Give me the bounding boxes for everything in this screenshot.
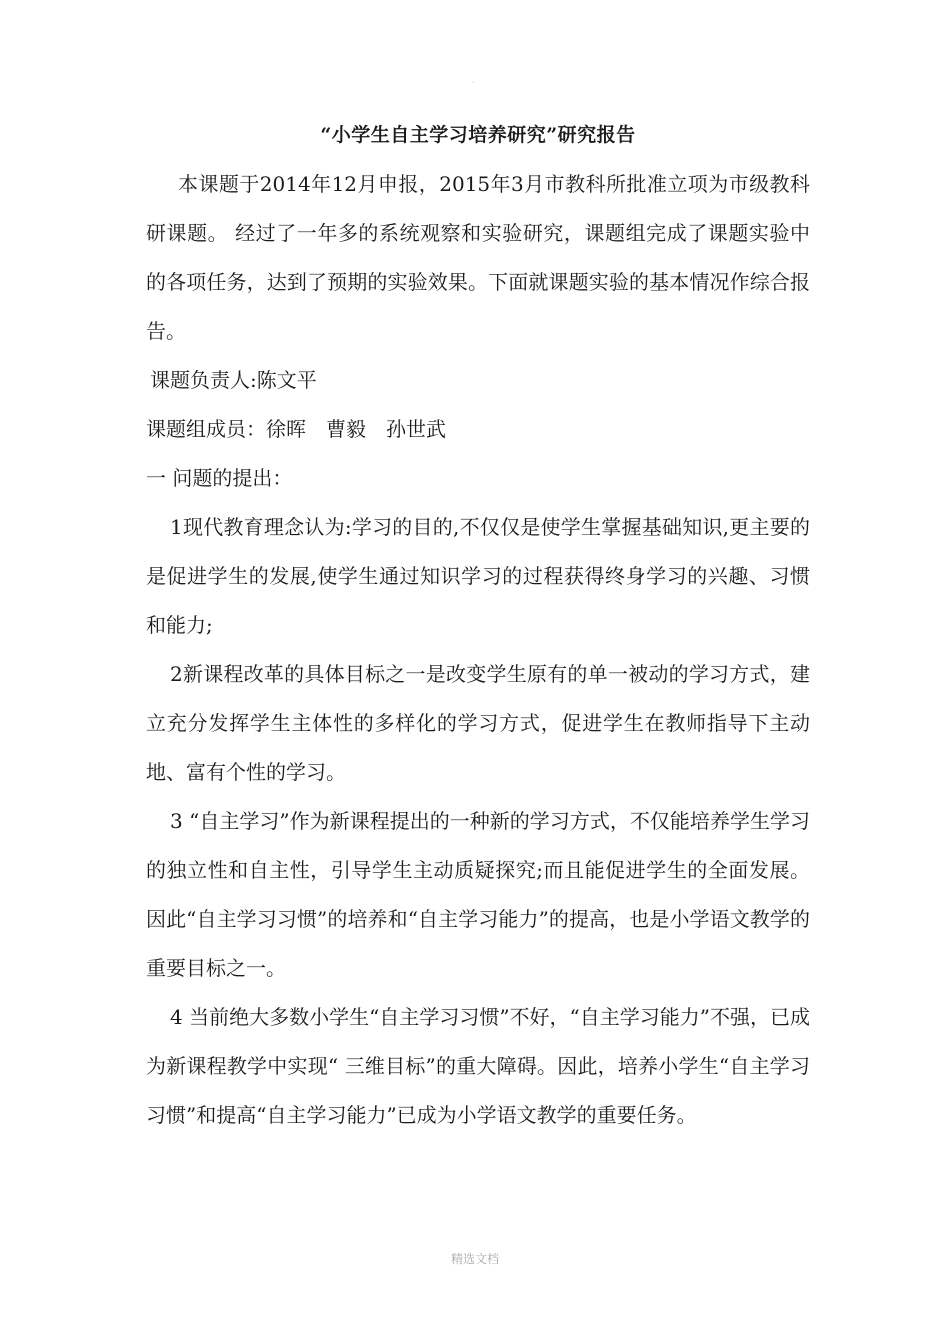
intro-paragraph: 本课题于2014年12月申报，2015年3月市教科所批准立项为市级教科研课题。 经过了一年多的系统观察和实验研究，课题组完成了课题实验中的各项任务，达到了预期的实验效果。下面就课题实验的基本情况作综合报告。 — [146, 172, 810, 343]
problem-item-3: 3 “自主学习”作为新课程提出的一种新的学习方式，不仅能培养学生学习的独立性和自主性，引导学生主动质疑探究;而且能促进学生的全面发展。因此“自主学习习惯”的培养和“自主学习能力”的提高，也是小学语文教学的重要目标之一。 — [146, 809, 810, 980]
problem-item-2: 2新课程改革的具体目标之一是改变学生原有的单一被动的学习方式，建立充分发挥学生主体性的多样化的学习方式，促进学生在教师指导下主动地、富有个性的学习。 — [146, 662, 810, 784]
project-leader: 课题负责人:陈文平 — [150, 368, 317, 392]
document-title: “小学生自主学习培养研究”研究报告 — [320, 124, 636, 146]
page-footer: 精选文档 — [450, 1252, 499, 1266]
section-heading-problem: 一 问题的提出： — [146, 466, 293, 490]
problem-item-4: 4 当前绝大多数小学生“自主学习习惯”不好，“自主学习能力”不强，已成为新课程教学中实现“ 三维目标”的重大障碍。因此，培养小学生“自主学习习惯”和提高“自主学习能力”已成为小学语文教学的重要任务。 — [146, 1005, 810, 1127]
document-page — [146, 118, 810, 1140]
top-dot-mark: · — [472, 78, 475, 87]
project-members: 课题组成员：徐晖 曹毅 孙世武 — [146, 417, 446, 441]
problem-item-1: 1现代教育理念认为:学习的目的,不仅仅是使学生掌握基础知识,更主要的是促进学生的发展,使学生通过知识学习的过程获得终身学习的兴趣、习惯和能力; — [146, 515, 810, 637]
